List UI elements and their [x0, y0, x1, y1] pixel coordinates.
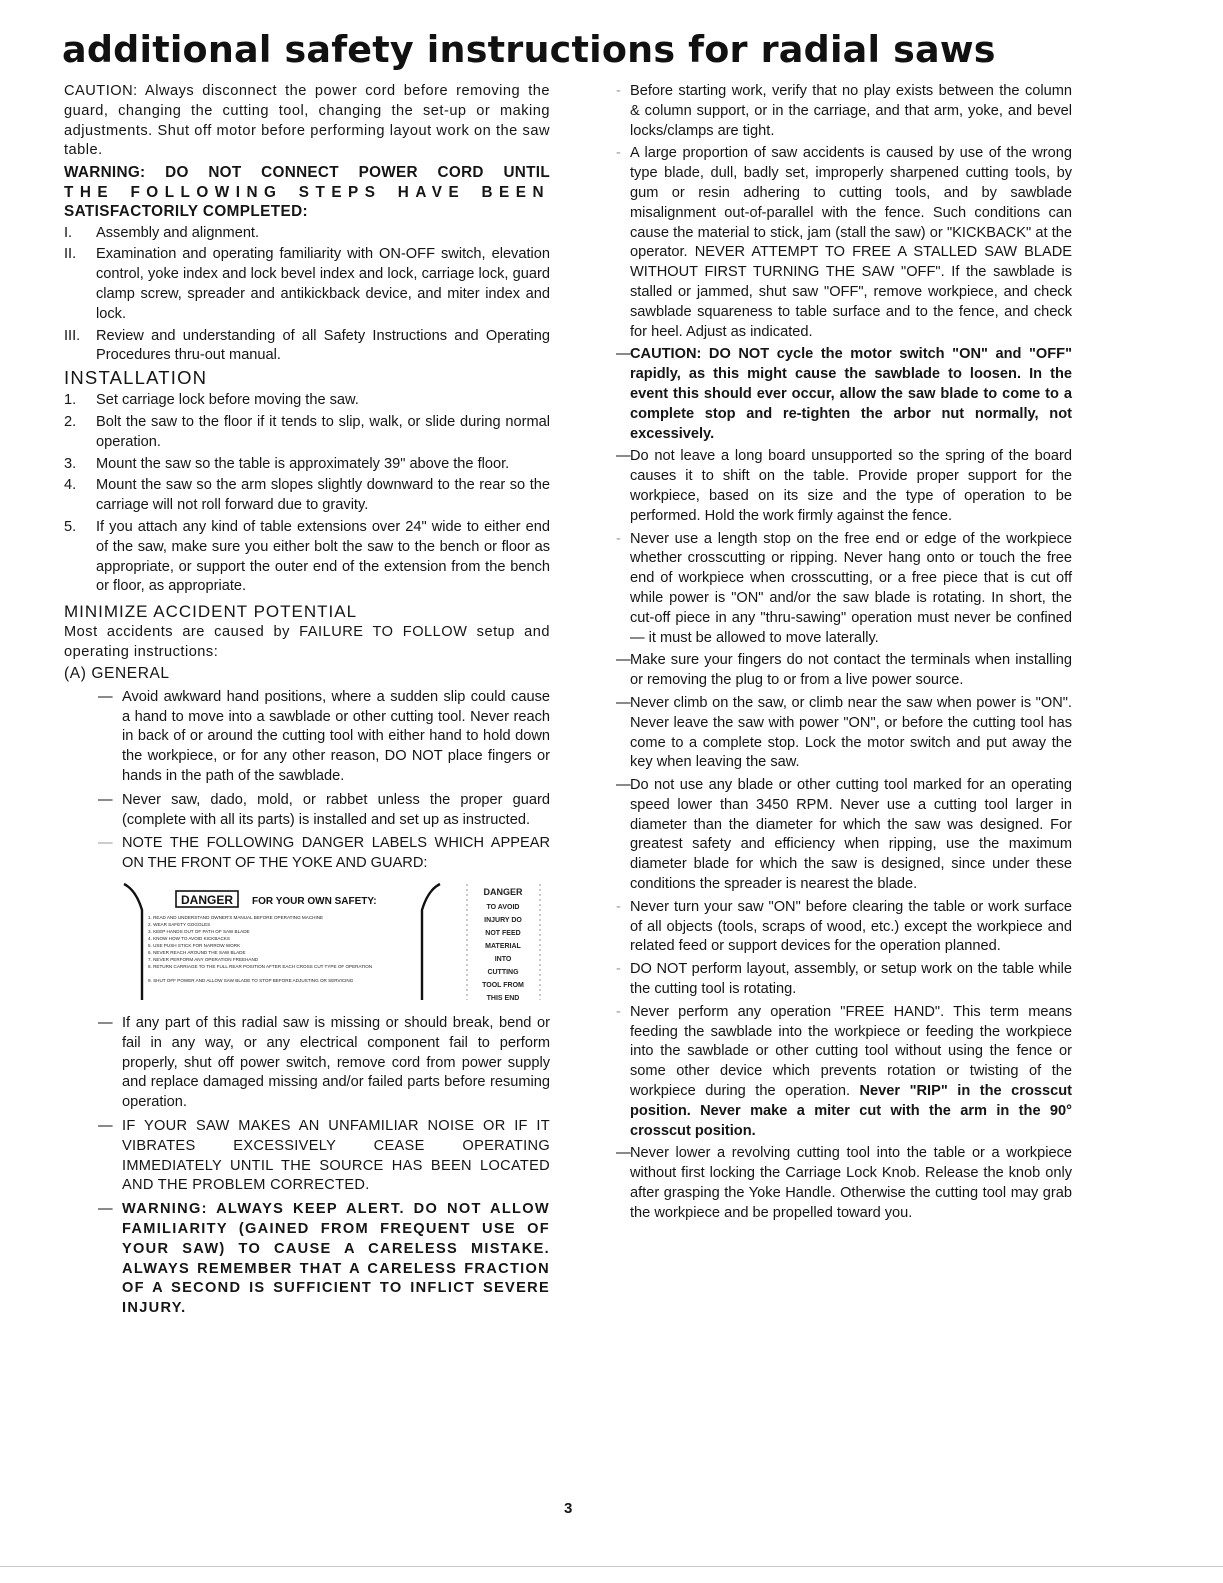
- page-title: additional safety instructions for radial saws: [62, 28, 996, 71]
- danger-label-image: [122, 882, 552, 1008]
- list-item: - Never turn your saw "ON" before clearing the table or work surface of all objects (tools, scraps of wood, etc.) except the workpiece and related feed or support devices for the operation planned.: [616, 898, 1072, 955]
- warning-block: [64, 163, 550, 222]
- list-item: - Never perform any operation "FREE HAND". This term means feeding the sawblade into the workpiece or feeding the workpiece into the sawblade or other cutting tool without using the fence or some other device which prevents rotation or twisting of the workpiece during the operation. Never "RIP" in the crosscut position. Never make a miter cut with the arm in the 90° crosscut position.: [616, 1003, 1072, 1139]
- list-item: - Before starting work, verify that no play exists between the column & column support, or in the carriage, and that arm, yoke, and bevel locks/clamps are tight.: [616, 83, 1072, 139]
- label-left-bracket: [124, 884, 142, 1000]
- svg-text:7. NEVER PERFORM ANY OPERATION: 7. NEVER PERFORM ANY OPERATION FREEHAND: [148, 957, 259, 962]
- svg-text:2. WEAR SAFETY GOGGLES: 2. WEAR SAFETY GOGGLES: [148, 922, 211, 927]
- svg-text:NOT FEED: NOT FEED: [485, 930, 521, 937]
- general-heading: (A) GENERAL: [64, 664, 170, 682]
- svg-text:4. KNOW HOW TO AVOID KICKBACKS: 4. KNOW HOW TO AVOID KICKBACKS: [148, 936, 230, 941]
- guard-tag-text: [482, 887, 524, 1002]
- warning-line-3: SATISFACTORILY COMPLETED:: [64, 203, 309, 221]
- list-item: II. Examination and operating familiarity with ON-OFF switch, elevation control, yoke index and lock bevel index and lock, carriage lock, guard clamp screw, spreader and antikickback device, and miter index and lock.: [64, 246, 550, 322]
- warning-line-1: WARNING: DO NOT CONNECT POWER CORD UNTIL: [64, 164, 550, 182]
- list-item: 4. Mount the saw so the arm slopes slightly downward to the rear so the carriage will not roll forward due to gravity.: [64, 477, 550, 514]
- svg-text:INTO: INTO: [494, 956, 512, 963]
- list-item: — CAUTION: DO NOT cycle the motor switch "ON" and "OFF" rapidly, as this might cause the sawblade to loosen. In the event this should ever occur, allow the saw blade to come to a complete stop and re-tighten the arbor nut normally, not excessively.: [616, 346, 1072, 442]
- page-number: 3: [564, 1500, 573, 1517]
- danger-heading: FOR YOUR OWN SAFETY:: [252, 896, 377, 907]
- steps-list: [64, 224, 550, 367]
- danger-lines: [148, 915, 372, 983]
- list-item: — Do not use any blade or other cutting tool marked for an operating speed lower than 3450 RPM. Never use a cutting tool larger in diameter than the diameter for which the saw was designed. For greatest safety and efficiency when ripping, use the maximum diameter blade for which the saw is designed, since under these conditions the spreader is nearest the blade.: [616, 777, 1072, 893]
- list-item: — Never climb on the saw, or climb near the saw when power is "ON". Never leave the saw with power "ON", or before the cutting tool has come to a complete stop. Lock the motor switch and put away the key when leaving the saw.: [616, 694, 1072, 771]
- list-item: — WARNING: ALWAYS KEEP ALERT. DO NOT ALLOW FAMILIARITY (GAINED FROM FREQUENT USE OF YOUR SAW) TO CAUSE A CARELESS MISTAKE. ALWAYS REMEMBER THAT A CARELESS FRACTION OF A SECOND IS SUFFICIENT TO INFLICT SEVERE INJURY.: [98, 1201, 550, 1317]
- installation-list: [64, 391, 550, 597]
- svg-text:9. SHUT OFF POWER AND ALLOW SA: 9. SHUT OFF POWER AND ALLOW SAW BLADE TO STOP BEFORE ADJUSTING OR SERVICING: [148, 978, 354, 983]
- warning-line-2: THE FOLLOWING STEPS HAVE BEEN: [64, 183, 550, 201]
- list-item: — NOTE THE FOLLOWING DANGER LABELS WHICH APPEAR ON THE FRONT OF THE YOKE AND GUARD:: [98, 835, 550, 872]
- list-item: - A large proportion of saw accidents is caused by use of the wrong type blade, dull, badly set, improperly sharpened cutting tools, by gum or resin adhering to cutting tools, and by sawblade misalignment out-of-parallel with the fence. Such conditions can cause the material to stick, jam (stall the saw) or "KICKBACK" at the operator. NEVER ATTEMPT TO FREE A STALLED SAW BLADE WITHOUT FIRST TURNING THE SAW "OFF". If the sawblade is stalled or jammed, shut saw "OFF", remove workpiece, and check sawblade squareness to table surface and to the fence, and check for heel. Adjust as indicated.: [616, 145, 1072, 340]
- list-item: 3. Mount the saw so the table is approximately 39" above the floor.: [64, 455, 510, 472]
- list-item: — Never lower a revolving cutting tool into the table or a workpiece without first locking the Carriage Lock Knob. Release the knob only after grasping the Yoke Handle. Otherwise the cutting tool may grab the workpiece and be propelled toward you.: [616, 1145, 1072, 1221]
- svg-text:5. USE PUSH STICK FOR NARROW W: 5. USE PUSH STICK FOR NARROW WORK: [148, 943, 241, 948]
- svg-text:8. RETURN CARRIAGE TO THE FULL: 8. RETURN CARRIAGE TO THE FULL REAR POSITION AFTER EACH CROSS CUT TYPE OF OPERATION: [148, 964, 373, 969]
- installation-heading: INSTALLATION: [64, 367, 208, 389]
- right-column: [616, 82, 1072, 1224]
- svg-text:6. NEVER REACH AROUND THE SAW: 6. NEVER REACH AROUND THE SAW BLADE: [148, 950, 246, 955]
- list-item: — Never saw, dado, mold, or rabbet unless the proper guard (complete with all its parts) is installed and set up as instructed.: [98, 791, 550, 828]
- list-item: III. Review and understanding of all Safety Instructions and Operating Procedures thru-out manual.: [64, 327, 550, 364]
- caution-paragraph: CAUTION: Always disconnect the power cord before removing the guard, changing the cutting tool, changing the set-up or making adjustments. Shut off motor before performing layout work on the saw table.: [64, 83, 550, 159]
- svg-text:TO AVOID: TO AVOID: [486, 904, 520, 911]
- minimize-heading: MINIMIZE ACCIDENT POTENTIAL: [64, 602, 358, 622]
- svg-text:CUTTING: CUTTING: [487, 969, 519, 976]
- list-item: - Never use a length stop on the free end or edge of the workpiece whether crosscutting or ripping. Never hang onto or touch the free end of workpiece when crosscutting, or a free piece that is cut off while power is "ON" and/or the saw blade is rotating. In short, the cut-off piece in any "thru-sawing" operation must never be confined — it must be allowed to move laterally.: [616, 530, 1072, 646]
- label-right-bracket: [422, 884, 440, 1000]
- svg-text:INJURY DO: INJURY DO: [484, 917, 522, 924]
- page-bottom-rule: [0, 1566, 1223, 1567]
- list-item: — Make sure your fingers do not contact the terminals when installing or removing the plug to or from a live power source.: [616, 652, 1072, 689]
- list-item: — IF YOUR SAW MAKES AN UNFAMILIAR NOISE OR IF IT VIBRATES EXCESSIVELY CEASE OPERATING IMMEDIATELY UNTIL THE SOURCE HAS BEEN LOCATED AND THE PROBLEM CORRECTED.: [98, 1117, 550, 1194]
- svg-text:1. READ AND UNDERSTAND OWNER'S: 1. READ AND UNDERSTAND OWNER'S MANUAL BEFORE OPERATING MACHINE: [148, 915, 324, 920]
- svg-text:DANGER: DANGER: [483, 887, 523, 897]
- danger-label-graphic: [122, 882, 552, 1008]
- svg-text:MATERIAL: MATERIAL: [485, 943, 521, 950]
- list-item: — Avoid awkward hand positions, where a sudden slip could cause a hand to move into a sawblade or other cutting tool. Never reach in back of or around the cutting tool with either hand to hold down the workpiece, or for any other reason, DO NOT place fingers or hands in the path of the sawblade.: [98, 688, 550, 785]
- list-item: 2. Bolt the saw to the floor if it tends to slip, walk, or slide during normal operation.: [64, 414, 550, 450]
- svg-text:3. KEEP HANDS OUT OF PATH OF S: 3. KEEP HANDS OUT OF PATH OF SAW BLADE: [148, 929, 250, 934]
- svg-text:TOOL FROM: TOOL FROM: [482, 982, 524, 989]
- list-item: I. Assembly and alignment.: [64, 224, 260, 241]
- list-item: - DO NOT perform layout, assembly, or setup work on the table while the cutting tool is rotating.: [616, 961, 1072, 998]
- list-item: — If any part of this radial saw is missing or should break, bend or fail in any way, or any electrical component fail to perform properly, shut off power switch, remove cord from power supply and replace damaged missing and/or failed parts before resuming operation.: [98, 1015, 550, 1111]
- minimize-intro: Most accidents are caused by FAILURE TO FOLLOW setup and operating instructions:: [64, 624, 550, 661]
- list-item: 1. Set carriage lock before moving the saw.: [64, 392, 359, 409]
- svg-text:THIS END: THIS END: [486, 995, 520, 1002]
- danger-word: DANGER: [180, 893, 234, 907]
- list-item: — Do not leave a long board unsupported so the spring of the board causes it to shift on the table. Provide proper support for the workpiece, based on its size and the type of operation to be performed. Hold the work firmly against the fence.: [616, 448, 1072, 524]
- left-column: [64, 82, 550, 1319]
- list-item: 5. If you attach any kind of table extensions over 24" wide to either end of the saw, make sure you either bolt the saw to the bench or floor as appropriate, or support the outer end of the extension from the bench or floor, as appropriate.: [64, 519, 550, 595]
